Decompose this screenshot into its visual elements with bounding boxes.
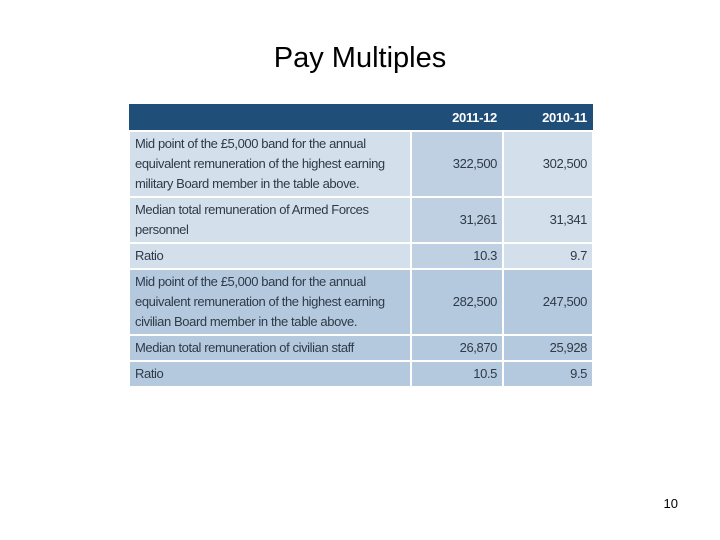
table-row — [129, 361, 593, 387]
table-row — [129, 131, 593, 197]
table-row — [129, 335, 593, 361]
value-2010-11: 247,500 — [503, 269, 593, 335]
value-2011-12: 10.3 — [411, 243, 503, 269]
row-label: Mid point of the £5,000 band for the annual equivalent remuneration of the highest earning military Board member in the table above. — [129, 131, 411, 197]
header-cell-2011-12: 2011-12 — [411, 104, 503, 131]
table-row — [129, 243, 593, 269]
header-cell-2010-11: 2010-11 — [503, 104, 593, 131]
row-label: Median total remuneration of Armed Forces personnel — [129, 197, 411, 243]
table-header-row — [129, 104, 593, 131]
header-cell-label — [129, 104, 411, 131]
row-label: Ratio — [129, 361, 411, 387]
table-row — [129, 197, 593, 243]
row-label: Mid point of the £5,000 band for the annual equivalent remuneration of the highest earning civilian Board member in the table above. — [129, 269, 411, 335]
page-number: 10 — [663, 496, 678, 511]
value-2011-12: 282,500 — [411, 269, 503, 335]
value-2010-11: 9.7 — [503, 243, 593, 269]
value-2010-11: 302,500 — [503, 131, 593, 197]
value-2011-12: 31,261 — [411, 197, 503, 243]
value-2011-12: 322,500 — [411, 131, 503, 197]
row-label: Median total remuneration of civilian staff — [129, 335, 411, 361]
value-2011-12: 10.5 — [411, 361, 503, 387]
row-label: Ratio — [129, 243, 411, 269]
table-row — [129, 269, 593, 335]
value-2010-11: 9.5 — [503, 361, 593, 387]
value-2010-11: 25,928 — [503, 335, 593, 361]
pay-multiples-table — [128, 104, 594, 388]
slide-title: Pay Multiples — [273, 42, 447, 74]
value-2010-11: 31,341 — [503, 197, 593, 243]
value-2011-12: 26,870 — [411, 335, 503, 361]
